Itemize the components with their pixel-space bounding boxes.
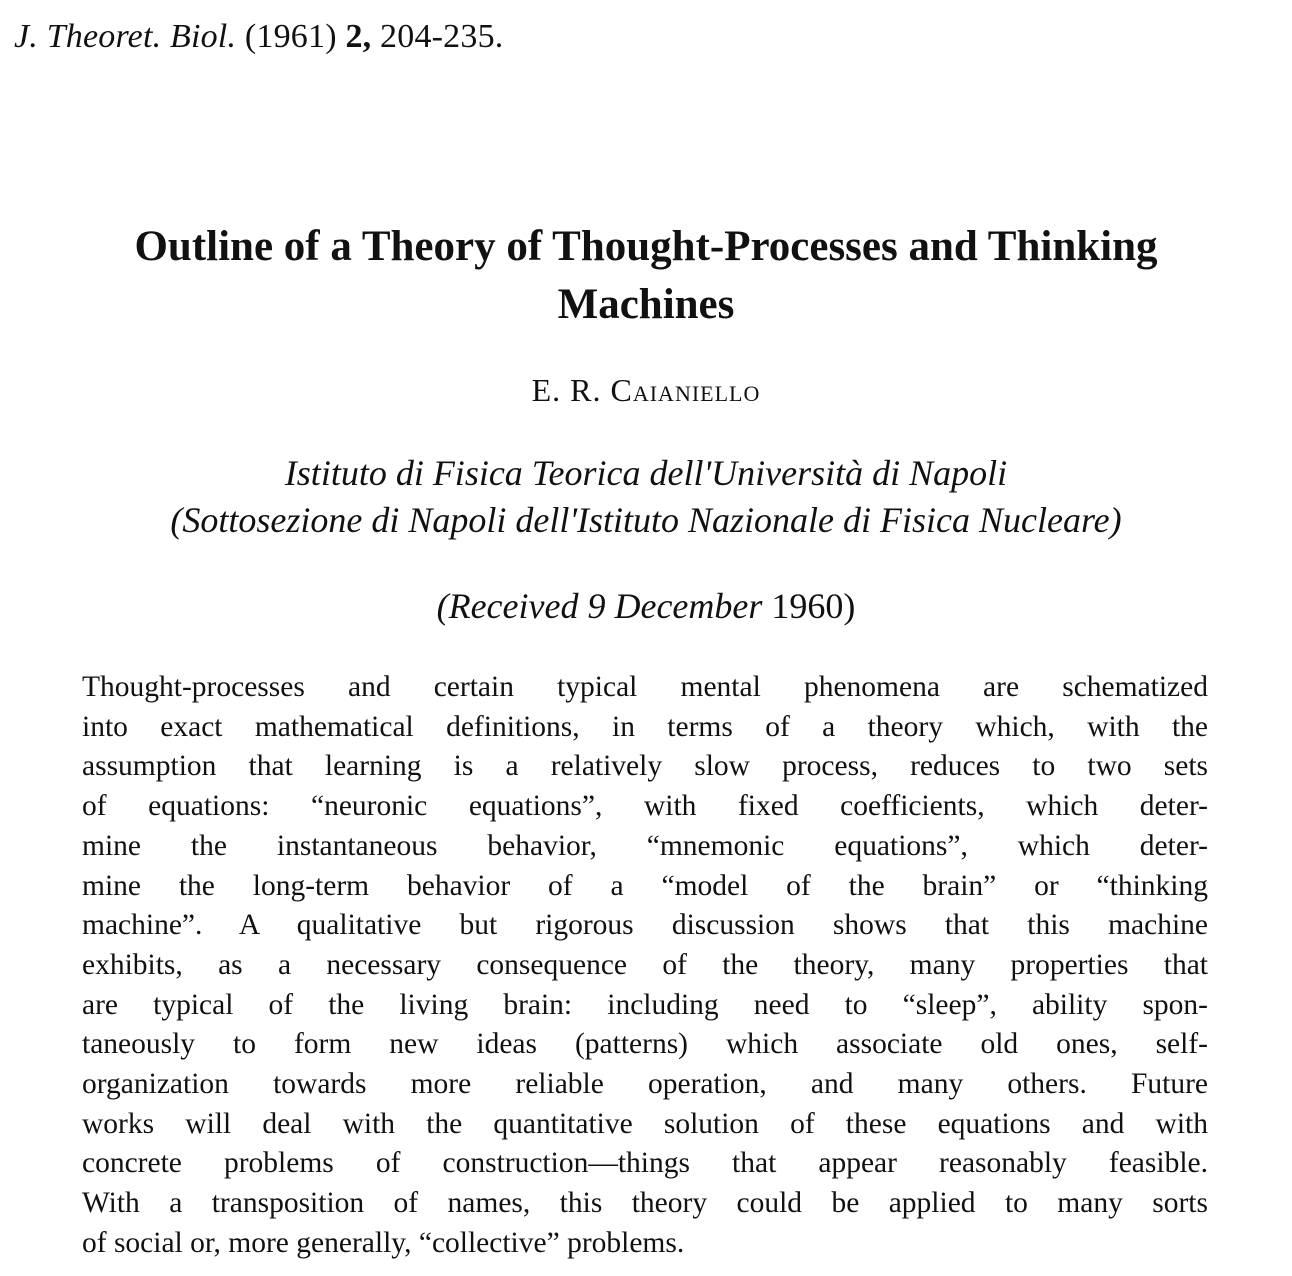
received-year: 1960) [771,586,856,626]
abstract-line: machine”. A qualitative but rigorous discussion shows that this machine [82,909,1208,942]
abstract-line: of equations: “neuronic equations”, with fixed coefficients, which deter- [82,790,1208,823]
abstract-line: With a transposition of names, this theory could be applied to many sorts [82,1187,1208,1220]
abstract-line: concrete problems of construction—things that appear reasonably feasible. [82,1147,1208,1180]
journal-volume: 2, [345,18,372,55]
abstract-line: of social or, more generally, “collective” problems. [82,1226,685,1259]
affiliation-line-1: Istituto di Fisica Teorica dell'Università di Napoli [284,453,1008,493]
journal-citation [14,14,503,60]
abstract-line: mine the long-term behavior of a “model of the brain” or “thinking [82,869,1208,902]
author-initials: E. R. [531,372,602,408]
author-surname: Caianiello [610,372,761,408]
affiliation-line-2: (Sottosezione di Napoli dell'Istituto Nazionale di Fisica Nucleare) [170,500,1122,540]
received-date [0,582,1292,630]
paper-title-line-1: Outline of a Theory of Thought-Processes and Thinking [134,223,1158,270]
journal-pages: 204-235. [380,18,504,55]
abstract-line: assumption that learning is a relatively slow process, reduces to two sets [82,750,1208,783]
abstract-line: Thought-processes and certain typical mental phenomena are schematized [82,671,1208,703]
abstract-line: works will deal with the quantitative solution of these equations and with [82,1107,1208,1140]
abstract-line: exhibits, as a necessary consequence of the theory, many properties that [82,948,1208,981]
received-label: (Received 9 December [436,586,763,626]
paper-title [0,218,1292,334]
abstract-line: are typical of the living brain: including need to “sleep”, ability spon- [82,988,1208,1021]
abstract-line: mine the instantaneous behavior, “mnemonic equations”, which deter- [82,829,1208,862]
abstract-line: taneously to form new ideas (patterns) which associate old ones, self- [82,1028,1208,1061]
author-affiliation [0,450,1292,544]
abstract-line: into exact mathematical definitions, in terms of a theory which, with the [82,710,1208,743]
abstract-line: organization towards more reliable operation, and many others. Future [82,1068,1208,1101]
journal-name: J. Theoret. Biol. [14,18,237,55]
author-name [0,368,1292,412]
journal-year: (1961) [244,18,337,55]
paper-title-line-2: Machines [557,281,735,328]
abstract [82,668,1208,1264]
